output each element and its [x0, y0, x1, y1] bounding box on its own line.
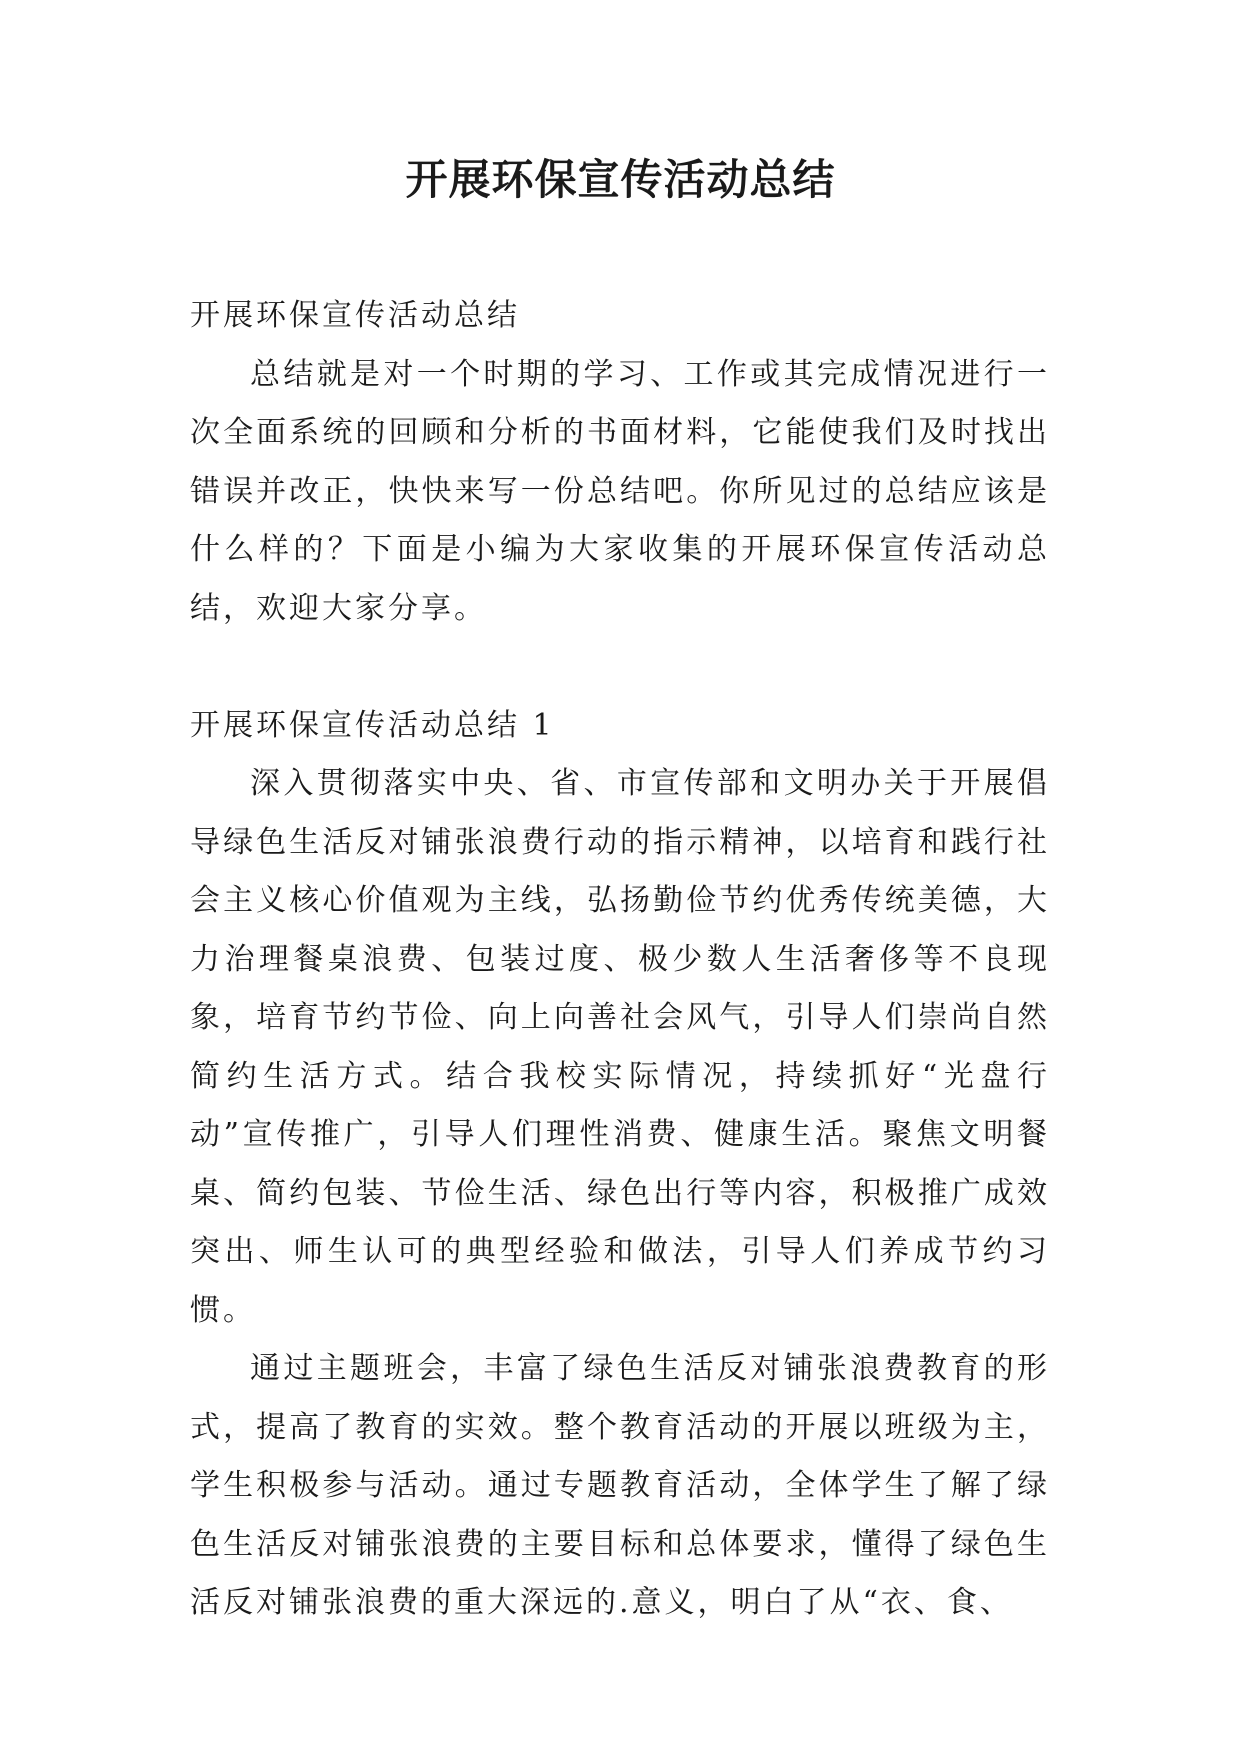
page-title: 开展环保宣传活动总结: [405, 155, 836, 204]
section-paragraph: 深入贯彻落实中央、省、市宣传部和文明办关于开展倡导绿色生活反对铺张浪费行动的指示精神，以培育和践行社会主义核心价值观为主线，弘扬勤俭节约优秀传统美德，大力治理餐桌浪费、包装过度、极少数人生活奢侈等不良现象，培育节约节俭、向上向善社会风气，引导人们崇尚自然简约生活方式。结合我校实际情况，持续抓好“光盘行动”宣传推广，引导人们理性消费、健康生活。聚焦文明餐桌、简约包装、节俭生活、绿色出行等内容，积极推广成效突出、师生认可的典型经验和做法，引导人们养成节约习惯。: [190, 766, 1050, 1328]
document-subtitle: 开展环保宣传活动总结: [190, 298, 520, 333]
section-paragraph: 通过主题班会，丰富了绿色生活反对铺张浪费教育的形式，提高了教育的实效。整个教育活动的开展以班级为主，学生积极参与活动。通过专题教育活动，全体学生了解了绿色生活反对铺张浪费的主要目标和总体要求，懂得了绿色生活反对铺张浪费的重大深远的.意义，明白了从“衣、食、: [190, 1351, 1050, 1620]
intro-paragraph: 总结就是对一个时期的学习、工作或其完成情况进行一次全面系统的回顾和分析的书面材料，它能使我们及时找出错误并改正，快快来写一份总结吧。你所见过的总结应该是什么样的？下面是小编为大家收集的开展环保宣传活动总结，欢迎大家分享。: [190, 356, 1050, 626]
document-body: [190, 287, 1050, 1633]
section-spacer: [190, 638, 1050, 697]
section-heading: 开展环保宣传活动总结 1: [190, 707, 555, 743]
